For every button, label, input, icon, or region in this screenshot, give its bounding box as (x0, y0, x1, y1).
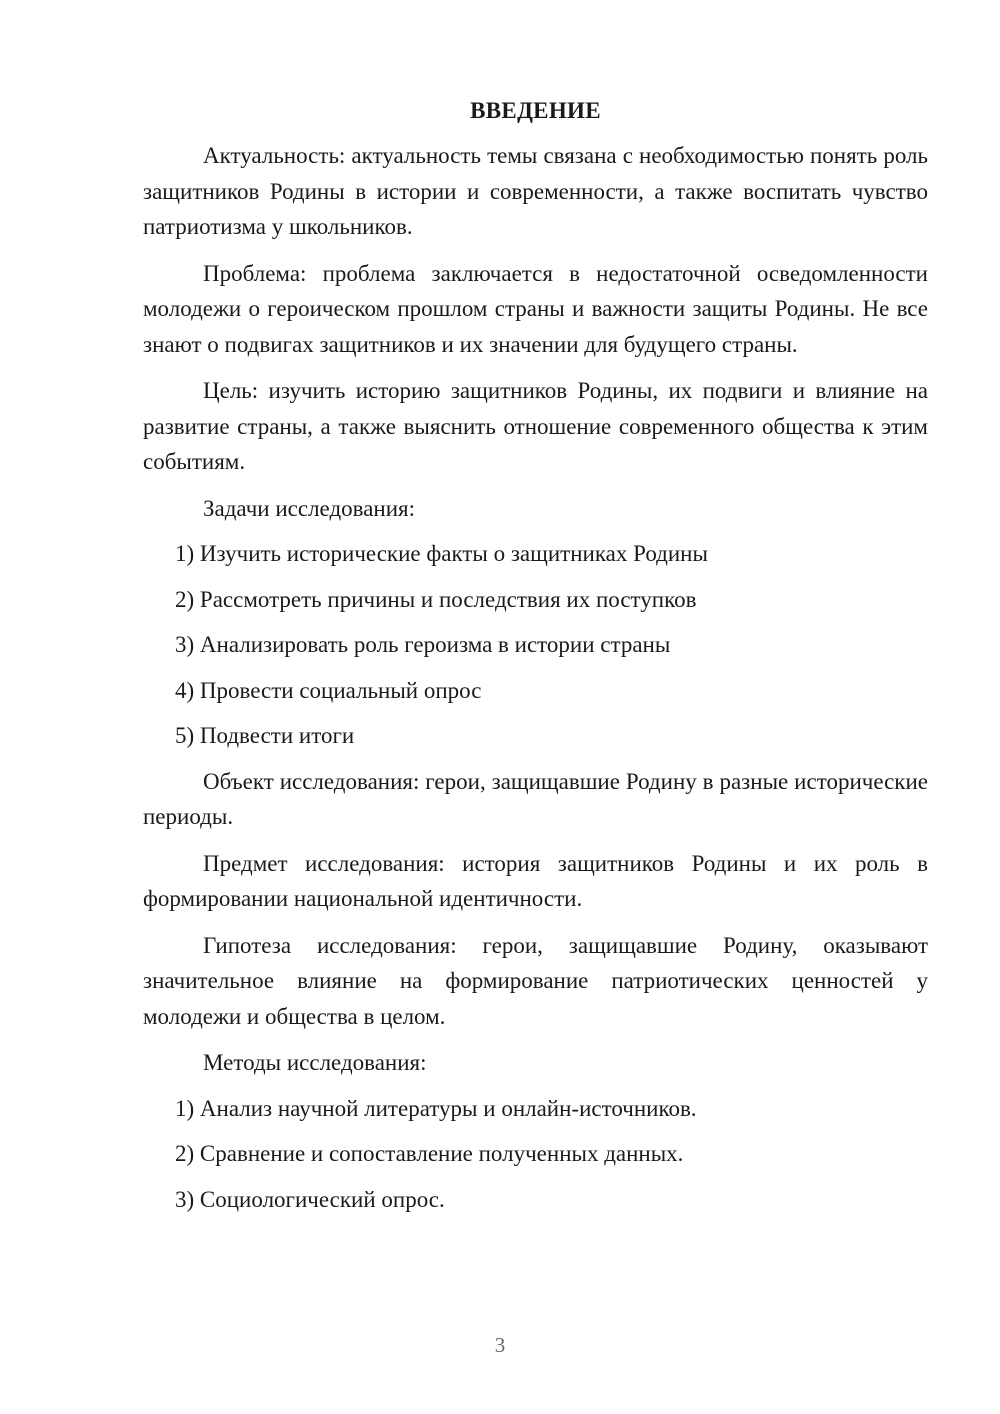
task-item: 2) Рассмотреть причины и последствия их поступков (175, 586, 697, 612)
problem-paragraph: Проблема: проблема заключается в недостаточной осведомленности молодежи о героическом прошлом страны и важности защиты Родины. Не все знают о подвигах защитников и их значении для будущего страны. (143, 260, 928, 357)
goal-paragraph: Цель: изучить историю защитников Родины, их подвиги и влияние на развитие страны, а также выяснить отношение современного общества к этим событиям. (143, 378, 928, 474)
section-title: ВВЕДЕНИЕ (470, 98, 601, 123)
task-item: 3) Анализировать роль героизма в истории страны (175, 632, 671, 657)
method-item: 3) Социологический опрос. (175, 1186, 445, 1212)
subject-paragraph: Предмет исследования: история защитников Родины и их роль в формировании национальной идентичности. (143, 850, 928, 911)
tasks-heading: Задачи исследования: (203, 495, 416, 521)
tasks-list (143, 536, 928, 754)
task-item: 4) Провести социальный опрос (175, 677, 482, 703)
method-item: 1) Анализ научной литературы и онлайн-источников. (175, 1095, 697, 1121)
task-item: 1) Изучить исторические факты о защитниках Родины (175, 541, 708, 566)
hypothesis-paragraph: Гипотеза исследования: герои, защищавшие Родину, оказывают значительное влияние на формирование патриотических ценностей у молодежи и общества в целом. (143, 932, 928, 1029)
relevance-paragraph: Актуальность: актуальность темы связана с необходимостью понять роль защитников Родины в истории и современности, а также воспитать чувство патриотизма у школьников. (143, 143, 928, 239)
page-number: 3 (494, 1333, 506, 1357)
task-item: 5) Подвести итоги (175, 723, 355, 748)
method-item: 2) Сравнение и сопоставление полученных данных. (175, 1141, 684, 1166)
methods-heading: Методы исследования: (203, 1050, 427, 1075)
methods-list (143, 1091, 928, 1218)
document-body (143, 96, 928, 1227)
object-paragraph: Объект исследования: герои, защищавшие Родину в разные исторические периоды. (143, 768, 928, 829)
